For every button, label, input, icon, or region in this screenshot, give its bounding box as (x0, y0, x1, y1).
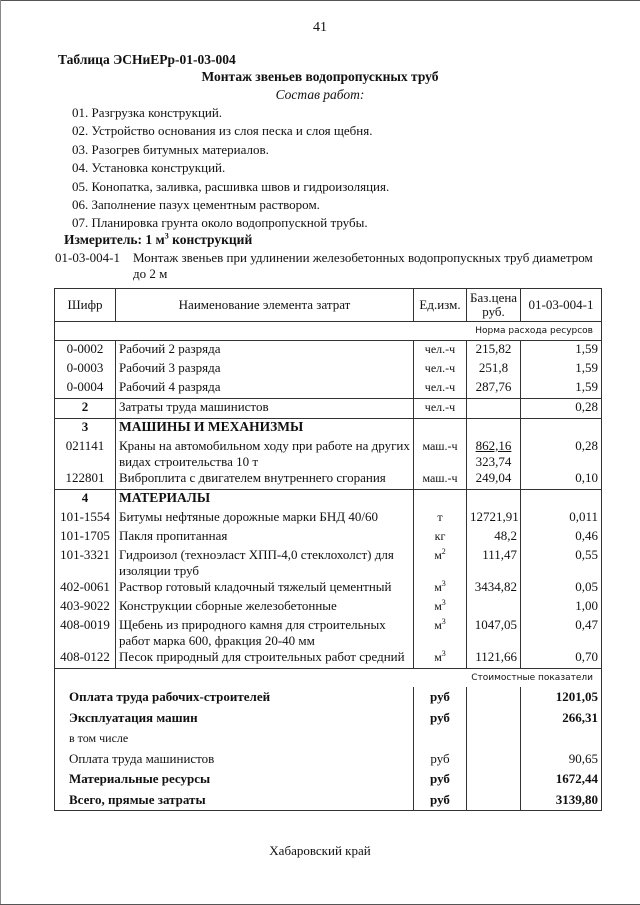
work-item: 07. Планировка грунта около водопропускной трубы. (72, 215, 368, 231)
summary-value: 3139,80 (521, 790, 602, 811)
row-unit (414, 598, 467, 617)
row-price (467, 438, 521, 470)
row-code: 408-0019 (55, 617, 116, 649)
row-value: 1,59 (521, 341, 602, 361)
empty-cell (467, 490, 521, 510)
header-norm: 01-03-004-1 (521, 289, 602, 322)
row-name: Щебень из природного камня для строительных работ марка 600, фракция 20-40 мм (116, 617, 414, 649)
table-row (55, 598, 602, 617)
table-row (55, 649, 602, 669)
table-row (55, 360, 602, 379)
section-title: МАТЕРИАЛЫ (116, 490, 414, 510)
summary-row (55, 749, 602, 770)
unit-base: м (434, 599, 442, 613)
row-code: 101-1554 (55, 509, 116, 528)
resource-table (54, 288, 602, 811)
unit-base: м (434, 548, 442, 562)
empty-cell (467, 687, 521, 708)
empty-cell (467, 728, 521, 749)
empty-cell (414, 419, 467, 439)
row-price-main: 862,16 (475, 438, 512, 453)
empty-cell (521, 419, 602, 439)
row-value: 1,59 (521, 379, 602, 399)
work-item: 06. Заполнение пазух цементным раствором. (72, 196, 320, 212)
row-value: 0,28 (521, 399, 602, 419)
measure-sup: 3 (164, 231, 169, 241)
summary-value: 90,65 (521, 749, 602, 770)
summary-row (55, 708, 602, 729)
summary-value: 1201,05 (521, 687, 602, 708)
work-item: 03. Разогрев битумных материалов. (72, 141, 269, 157)
empty-cell (414, 490, 467, 510)
unit-sup: 3 (441, 579, 446, 588)
table-row (55, 438, 602, 470)
summary-unit: руб (414, 708, 467, 729)
row-price: 3434,82 (467, 579, 521, 598)
row-price: 1121,66 (467, 649, 521, 669)
row-code: 122801 (55, 470, 116, 490)
row-price: 12721,91 (467, 509, 521, 528)
work-item: 05. Конопатка, заливка, расшивка швов и гидроизоляция. (72, 178, 390, 194)
section-row-materials (55, 490, 602, 510)
page-edge-left (0, 0, 1, 905)
summary-unit (414, 728, 467, 749)
summary-name: Оплата труда рабочих-строителей (55, 687, 414, 708)
summary-value: 1672,44 (521, 769, 602, 790)
row-name: Битумы нефтяные дорожные марки БНД 40/60 (116, 509, 414, 528)
summary-unit: руб (414, 790, 467, 811)
summary-row (55, 687, 602, 708)
row-unit (414, 547, 467, 579)
summary-value: 266,31 (521, 708, 602, 729)
summary-name: Эксплуатация машин (55, 708, 414, 729)
row-code: 021141 (55, 438, 116, 470)
work-item: 02. Устройство основания из слоя песка и слоя щебня. (72, 123, 373, 139)
works-list (72, 104, 389, 233)
row-value: 0,011 (521, 509, 602, 528)
measure-suffix: конструкций (168, 232, 253, 247)
row-code: 403-9022 (55, 598, 116, 617)
row-name: Рабочий 2 разряда (116, 341, 414, 361)
table-title: Таблица ЭСНиЕРр-01-03-004 (58, 52, 236, 67)
table-row (55, 547, 602, 579)
row-code: 0-0003 (55, 360, 116, 379)
row-unit: кг (414, 528, 467, 547)
row-unit: чел.-ч (414, 379, 467, 399)
row-name: Раствор готовый кладочный тяжелый цементный (116, 579, 414, 598)
table-row (55, 399, 602, 419)
empty-cell (467, 790, 521, 811)
row-price: 251,8 (467, 360, 521, 379)
row-unit (414, 649, 467, 669)
summary-unit: руб (414, 769, 467, 790)
table-header-row (55, 289, 602, 322)
measure-unit (64, 232, 252, 248)
section-title: МАШИНЫ И МЕХАНИЗМЫ (116, 419, 414, 439)
page-number: 41 (313, 20, 327, 35)
row-code: 0-0004 (55, 379, 116, 399)
empty-cell (467, 769, 521, 790)
table-row (55, 509, 602, 528)
row-price: 249,04 (467, 470, 521, 490)
row-price: 215,82 (467, 341, 521, 361)
page-footer: Хабаровский край (269, 843, 371, 858)
section-number: 3 (55, 419, 116, 439)
row-value: 1,00 (521, 598, 602, 617)
section-number: 4 (55, 490, 116, 510)
norm-description: Монтаж звеньев при удлинении железобетонных водопропускных труб диаметром до 2 м (133, 250, 593, 281)
row-value: 0,10 (521, 470, 602, 490)
row-value: 0,70 (521, 649, 602, 669)
row-name: Песок природный для строительных работ средний (116, 649, 414, 669)
row-unit (414, 617, 467, 649)
row-unit: маш.-ч (414, 470, 467, 490)
summary-name: Материальные ресурсы (55, 769, 414, 790)
header-unit: Ед.изм. (414, 289, 467, 322)
empty-cell (467, 419, 521, 439)
row-value: 0,47 (521, 617, 602, 649)
unit-sup: 3 (441, 649, 446, 658)
cost-label: Стоимостные показатели (55, 669, 602, 688)
row-name: Конструкции сборные железобетонные (116, 598, 414, 617)
works-heading: Состав работ: (275, 87, 365, 102)
table-row (55, 470, 602, 490)
unit-sup: 3 (441, 598, 446, 607)
row-value: 0,55 (521, 547, 602, 579)
work-item: 04. Установка конструкций. (72, 160, 226, 176)
summary-name: Всего, прямые затраты (55, 790, 414, 811)
empty-cell (521, 490, 602, 510)
row-value: 0,46 (521, 528, 602, 547)
row-unit: т (414, 509, 467, 528)
table-row (55, 617, 602, 649)
table-row (55, 528, 602, 547)
row-name: Рабочий 4 разряда (116, 379, 414, 399)
row-price: 1047,05 (467, 617, 521, 649)
row-code: 408-0122 (55, 649, 116, 669)
row-value: 1,59 (521, 360, 602, 379)
unit-sup: 3 (441, 617, 446, 626)
row-name: Виброплита с двигателем внутреннего сгорания (116, 470, 414, 490)
section-subtitle: Монтаж звеньев водопропускных труб (201, 69, 439, 84)
summary-name: в том числе (55, 728, 414, 749)
row-name: Гидроизол (техноэласт ХПП-4,0 стеклохолст) для изоляции труб (116, 547, 414, 579)
unit-sup: 2 (441, 547, 446, 556)
section-row-machines (55, 419, 602, 439)
row-code: 0-0002 (55, 341, 116, 361)
row-unit: чел.-ч (414, 360, 467, 379)
row-unit (414, 579, 467, 598)
empty-cell (467, 749, 521, 770)
empty-cell (467, 708, 521, 729)
row-code: 2 (55, 399, 116, 419)
row-name: Пакля пропитанная (116, 528, 414, 547)
summary-row (55, 728, 602, 749)
row-name: Краны на автомобильном ходу при работе на других видах строительства 10 т (116, 438, 414, 470)
header-name: Наименование элемента затрат (116, 289, 414, 322)
row-price: 111,47 (467, 547, 521, 579)
summary-name: Оплата труда машинистов (55, 749, 414, 770)
unit-base: м (434, 580, 442, 594)
row-price (467, 598, 521, 617)
row-value: 0,05 (521, 579, 602, 598)
header-price: Баз.цена руб. (467, 289, 521, 322)
row-unit: маш.-ч (414, 438, 467, 470)
work-item: 01. Разгрузка конструкций. (72, 105, 223, 120)
row-code: 101-3321 (55, 547, 116, 579)
row-unit: чел.-ч (414, 399, 467, 419)
summary-value (521, 728, 602, 749)
row-price: 48,2 (467, 528, 521, 547)
table-row (55, 341, 602, 361)
row-code: 101-1705 (55, 528, 116, 547)
summary-row (55, 769, 602, 790)
unit-base: м (434, 650, 442, 664)
measure-label: Измеритель: 1 м (64, 232, 165, 247)
norm-label-row (55, 322, 602, 341)
table-row (55, 579, 602, 598)
row-price-secondary: 323,74 (475, 454, 512, 469)
row-code: 402-0061 (55, 579, 116, 598)
page-edge-top (0, 0, 640, 1)
norm-code: 01-03-004-1 (55, 250, 120, 265)
row-price (467, 399, 521, 419)
row-name: Затраты труда машинистов (116, 399, 414, 419)
summary-unit: руб (414, 749, 467, 770)
summary-row (55, 790, 602, 811)
row-unit: чел.-ч (414, 341, 467, 361)
norm-label: Норма расхода ресурсов (55, 322, 602, 341)
row-price: 287,76 (467, 379, 521, 399)
summary-unit: руб (414, 687, 467, 708)
unit-base: м (434, 618, 442, 632)
cost-label-row (55, 669, 602, 688)
header-code: Шифр (55, 289, 116, 322)
table-row (55, 379, 602, 399)
row-value: 0,28 (521, 438, 602, 470)
row-name: Рабочий 3 разряда (116, 360, 414, 379)
